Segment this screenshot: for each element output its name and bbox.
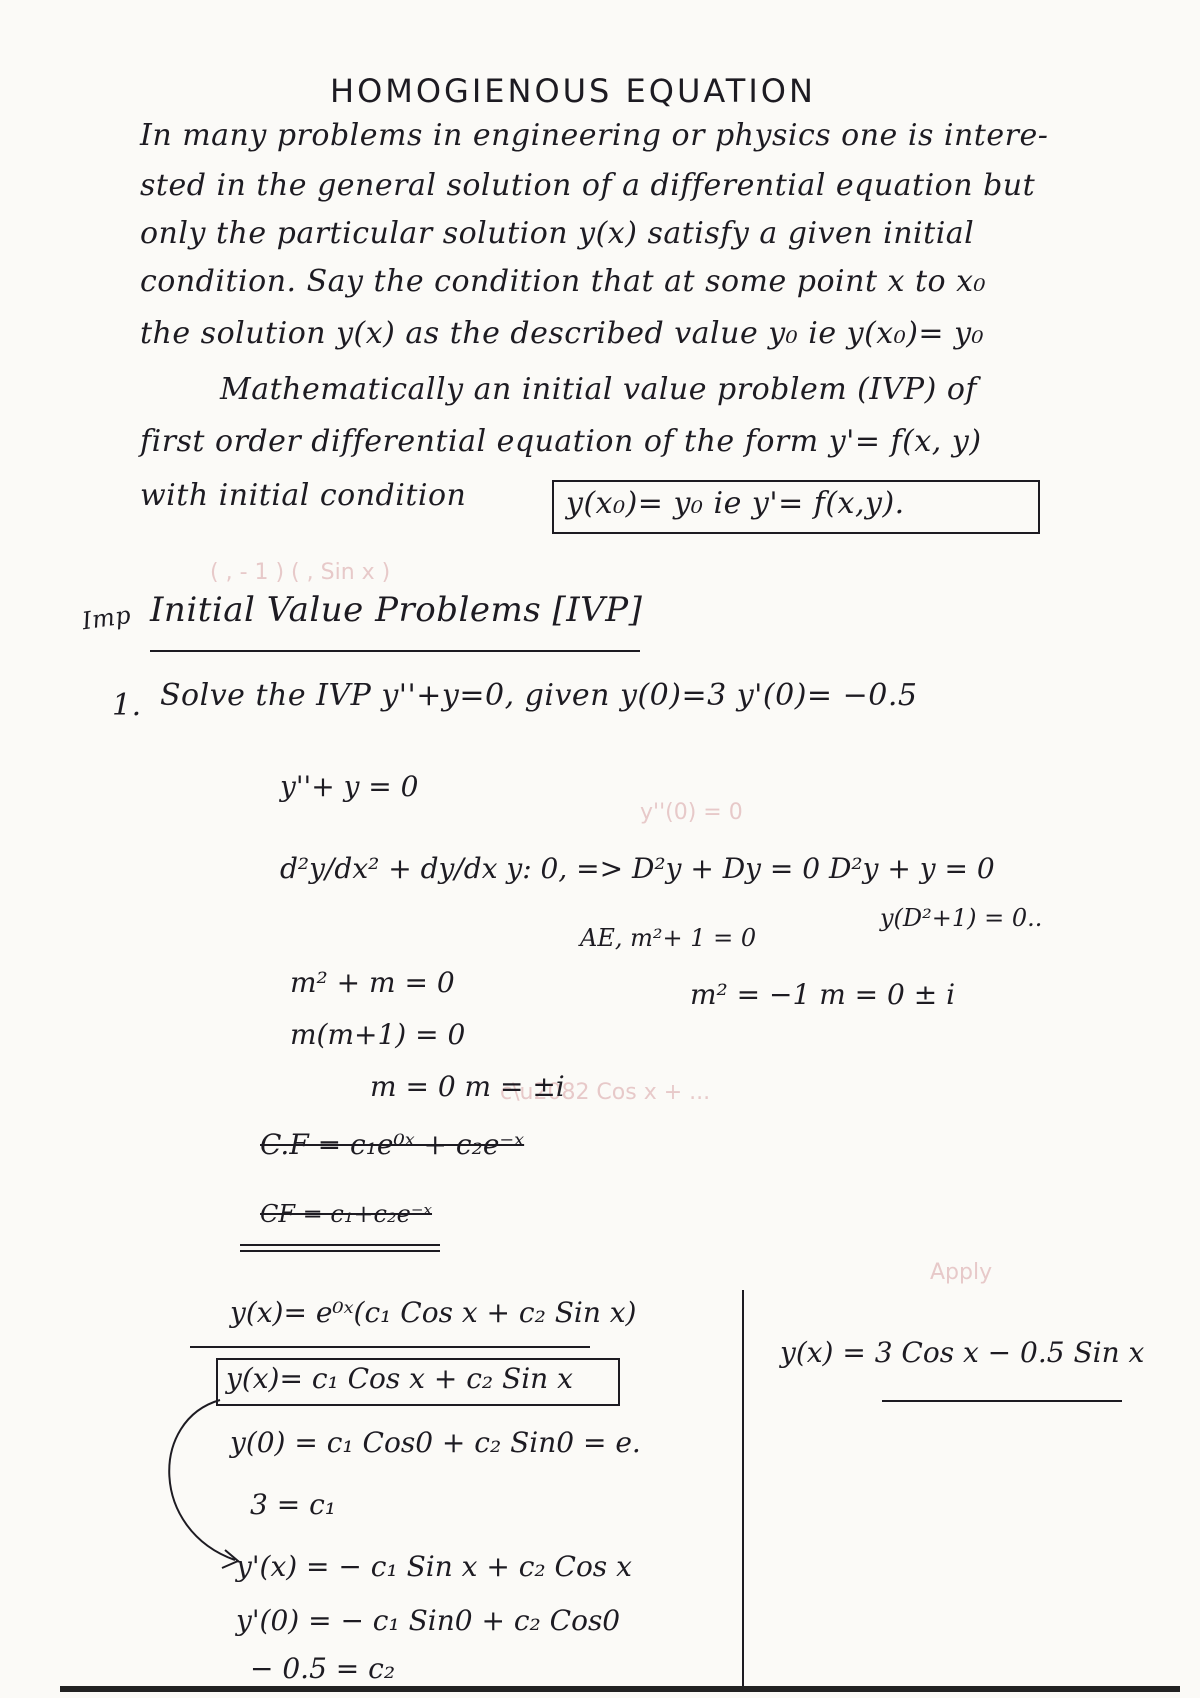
equation-line: y(D²+1) = 0.. (880, 904, 1043, 932)
divider (240, 1244, 440, 1246)
equation-line: y(0) = c₁ Cos0 + c₂ Sin0 = e. (230, 1426, 641, 1459)
problem-number: 1. (112, 688, 142, 723)
derivative-at-zero: y'(0) = − c₁ Sin0 + c₂ Cos0 (236, 1604, 621, 1637)
equation-line: d²y/dx² + dy/dx y: 0, => D²y + Dy = 0 D²y + y = 0 (280, 852, 995, 885)
intro-line: the solution y(x) as the described value y₀ ie y(x₀)= y₀ (140, 316, 985, 351)
section-heading-underline (150, 650, 640, 652)
general-solution: y(x)= e⁰ˣ(c₁ Cos x + c₂ Sin x) (230, 1296, 637, 1329)
intro-line: condition. Say the condition that at some point x to x₀ (140, 264, 987, 299)
divider (240, 1250, 440, 1252)
equation-line: y''+ y = 0 (280, 770, 419, 803)
derivative-line: y'(x) = − c₁ Sin x + c₂ Cos x (236, 1550, 632, 1583)
ivp-definition: y(x₀)= y₀ ie y'= f(x,y). (566, 486, 905, 521)
final-answer: y(x) = 3 Cos x − 0.5 Sin x (780, 1336, 1145, 1369)
auxiliary-equation: AE, m²+ 1 = 0 (580, 924, 757, 952)
general-solution-boxed: y(x)= c₁ Cos x + c₂ Sin x (226, 1362, 573, 1395)
complementary-function-struck: CF = c₁+c₂e⁻ˣ (260, 1200, 433, 1228)
final-answer-underline (882, 1400, 1122, 1402)
divider (190, 1346, 590, 1348)
bleed-through-text: c\u2082 Cos x + ... (500, 1080, 711, 1105)
roots-line: m² = −1 m = 0 ± i (690, 978, 956, 1011)
intro-line: only the particular solution y(x) satisfy a given initial (140, 216, 975, 251)
page-title: HOMOGIENOUS EQUATION (330, 72, 816, 110)
intro-line: with initial condition (140, 478, 467, 513)
curved-arrow-icon (140, 1380, 260, 1580)
bleed-through-text: y''(0) = 0 (640, 800, 743, 825)
intro-line: Mathematically an initial value problem (IVP) of (220, 372, 977, 407)
complementary-function: C.F = c₁e⁰ˣ + c₂e⁻ˣ (260, 1128, 525, 1161)
constant-c2: − 0.5 = c₂ (250, 1652, 396, 1685)
bleed-through-text: Apply (930, 1260, 993, 1285)
section-heading: Initial Value Problems [IVP] (150, 590, 643, 630)
important-marker: Imp (80, 600, 133, 636)
constant-c1: 3 = c₁ (250, 1488, 336, 1521)
problem-statement: Solve the IVP y''+y=0, given y(0)=3 y'(0)= −0.5 (160, 678, 918, 713)
bleed-through-text: ( , - 1 ) ( , Sin x ) (210, 560, 391, 585)
intro-line: In many problems in engineering or physics one is intere- (140, 118, 1049, 153)
intro-line: sted in the general solution of a differential equation but (140, 168, 1036, 203)
column-divider (742, 1290, 744, 1690)
intro-line: first order differential equation of the form y'= f(x, y) (140, 424, 982, 459)
equation-line: m = 0 m = ±i (370, 1070, 565, 1103)
page-edge-shadow (60, 1686, 1180, 1692)
equation-line: m(m+1) = 0 (290, 1018, 466, 1051)
equation-line: m² + m = 0 (290, 966, 455, 999)
